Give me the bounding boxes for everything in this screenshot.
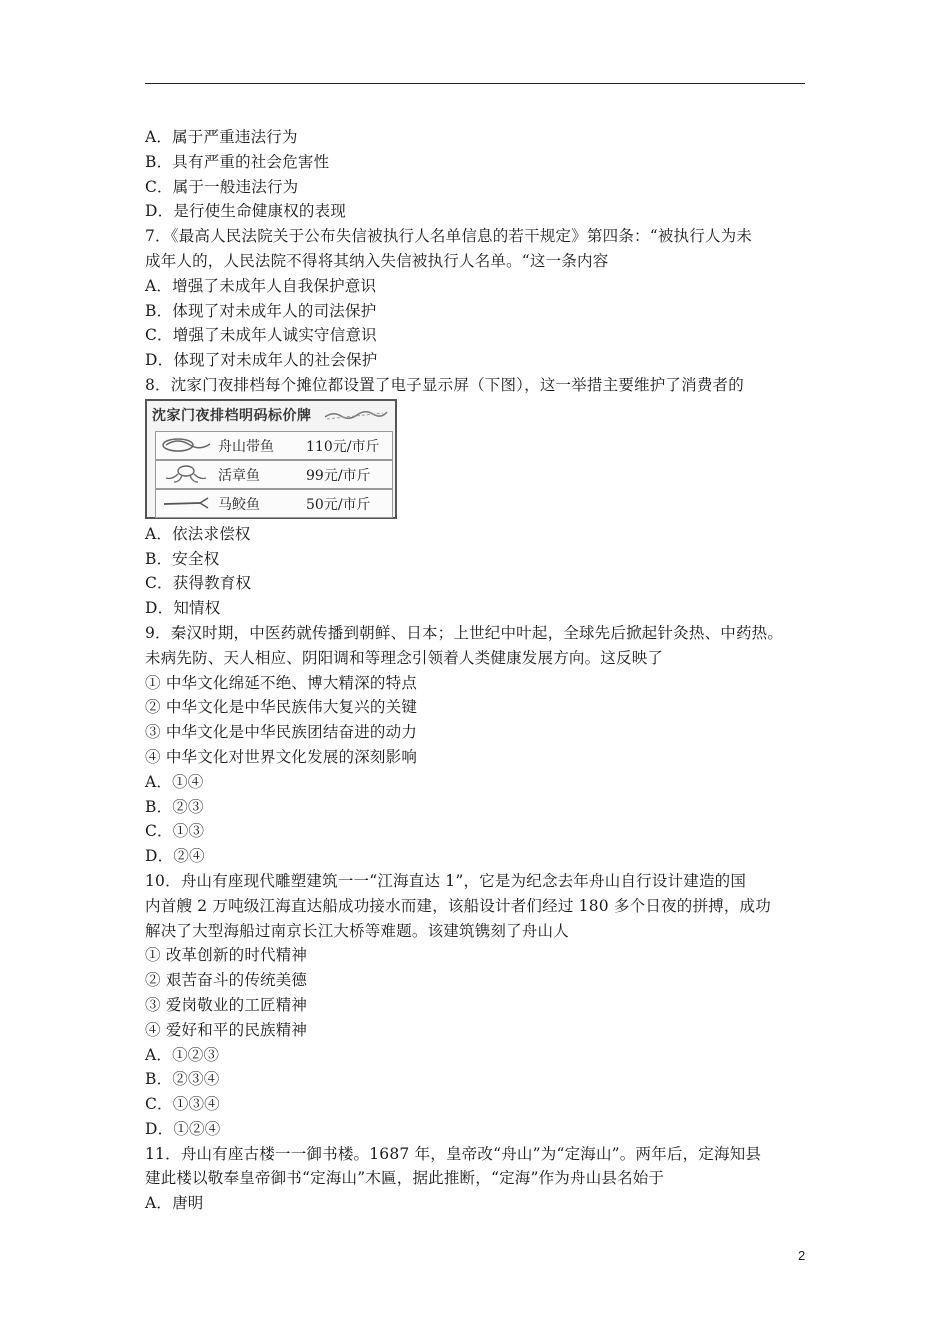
item-name: 舟山带鱼 [218, 438, 274, 455]
text-line: ② 艰苦奋斗的传统美德 [145, 971, 308, 990]
text-line: 成年人的，人民法院不得将其纳入失信被执行人名单。“这一条内容 [145, 251, 609, 270]
price-board-title: 沈家门夜排档明码标价牌 [152, 407, 312, 424]
price-board-figure [145, 399, 397, 519]
item-name: 活章鱼 [218, 467, 260, 484]
decorative-banner-icon [323, 409, 389, 421]
text-line: 内首艘 2 万吨级江海直达船成功接水而建，该船设计者们经过 180 多个日夜的拼搏，成功 [145, 896, 771, 915]
price-row [155, 460, 393, 489]
item-price: 110元/市斤 [306, 438, 380, 455]
item-name: 马鲛鱼 [218, 496, 260, 513]
text-line: ① 改革创新的时代精神 [145, 946, 308, 965]
text-line: ③ 中华文化是中华民族团结奋进的动力 [145, 723, 418, 742]
text-line: B．体现了对未成年人的司法保护 [145, 301, 377, 320]
text-line: A．①②③ [145, 1045, 220, 1064]
text-line: 8．沈家门夜排档每个摊位都设置了电子显示屏（下图），这一举措主要维护了消费者的 [145, 375, 744, 394]
question-text-after-figure [145, 522, 815, 1216]
text-line: ③ 爱岗敬业的工匠精神 [145, 995, 308, 1014]
price-row [155, 489, 393, 518]
item-price: 99元/市斤 [306, 467, 371, 484]
text-line: D．体现了对未成年人的社会保护 [145, 351, 378, 370]
text-line: D．是行使生命健康权的表现 [145, 202, 347, 221]
text-line: C．增强了未成年人诚实守信意识 [145, 326, 377, 345]
text-line: ④ 中华文化对世界文化发展的深刻影响 [145, 747, 418, 766]
text-line: ② 中华文化是中华民族伟大复兴的关键 [145, 698, 418, 717]
item-price: 50元/市斤 [306, 496, 371, 513]
text-line: 解决了大型海船过南京长江大桥等难题。该建筑镌刻了舟山人 [145, 921, 569, 940]
text-line: ① 中华文化绵延不绝、博大精深的特点 [145, 673, 418, 692]
text-line: D．①②④ [145, 1119, 221, 1138]
text-line: B．具有严重的社会危害性 [145, 152, 330, 171]
text-line: ④ 爱好和平的民族精神 [145, 1020, 308, 1039]
text-line: A．依法求偿权 [145, 524, 251, 543]
text-line: A．增强了未成年人自我保护意识 [145, 276, 377, 295]
text-line: B．②③ [145, 797, 204, 816]
text-line: D．知情权 [145, 599, 221, 618]
text-line: A．①④ [145, 772, 204, 791]
text-line: C．属于一般违法行为 [145, 177, 299, 196]
text-line: 11．舟山有座古楼一一御书楼。1687 年，皇帝改“舟山”为“定海山”。两年后，定海知县 [145, 1144, 762, 1163]
hairtail-fish-icon [160, 435, 212, 455]
text-line: A．唐明 [145, 1194, 204, 1213]
text-line: 10．舟山有座现代雕塑建筑一一“江海直达 1”，它是为纪念去年舟山自行设计建造的国 [145, 871, 747, 890]
text-line: A．属于严重违法行为 [145, 128, 298, 146]
page-content [145, 125, 815, 1216]
text-line: 建此楼以敬奉皇帝御书“定海山”木匾，据此推断，“定海”作为舟山县名始于 [145, 1169, 665, 1188]
text-line: B．安全权 [145, 549, 220, 568]
question-text-before-figure [145, 125, 815, 398]
text-line: 9．秦汉时期，中医药就传播到朝鲜、日本；上世纪中叶起，全球先后掀起针灸热、中药热。 [145, 623, 784, 642]
text-line: 7．《最高人民法院关于公布失信被执行人名单信息的若干规定》第四条：“被执行人为未 [145, 227, 753, 246]
text-line: C．获得教育权 [145, 574, 252, 593]
octopus-icon [160, 464, 212, 484]
price-row [155, 431, 393, 460]
header-rule [145, 83, 805, 84]
mackerel-fish-icon [160, 493, 212, 513]
text-line: 未病先防、天人相应、阴阳调和等理念引领着人类健康发展方向。这反映了 [145, 648, 664, 667]
text-line: C．①③④ [145, 1095, 220, 1114]
text-line: B．②③④ [145, 1070, 220, 1089]
page-number: 2 [798, 1248, 806, 1263]
text-line: C．①③ [145, 822, 205, 841]
text-line: D．②④ [145, 847, 205, 866]
